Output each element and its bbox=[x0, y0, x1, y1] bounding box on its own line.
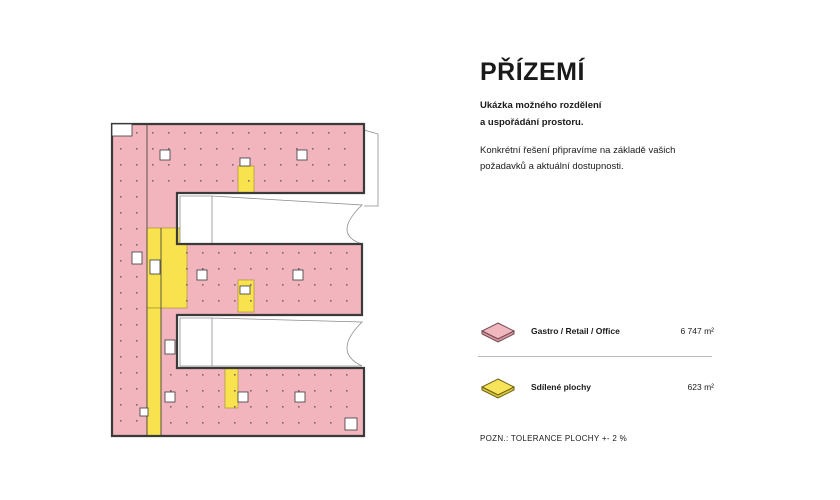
column-dot bbox=[266, 252, 268, 254]
column-dot bbox=[218, 422, 220, 424]
column-dot bbox=[282, 284, 284, 286]
column-dot bbox=[234, 390, 236, 392]
column-dot bbox=[186, 252, 188, 254]
column-dot bbox=[232, 148, 234, 150]
column-dot bbox=[266, 284, 268, 286]
column-dot bbox=[314, 284, 316, 286]
column-dot bbox=[186, 374, 188, 376]
column-dot bbox=[314, 374, 316, 376]
column-dot bbox=[344, 148, 346, 150]
column-dot bbox=[328, 164, 330, 166]
column-dot bbox=[120, 372, 122, 374]
column-dot bbox=[346, 390, 348, 392]
column-dot bbox=[248, 180, 250, 182]
column-dot bbox=[136, 340, 138, 342]
column-dot bbox=[250, 422, 252, 424]
service-room bbox=[165, 392, 175, 402]
column-dot bbox=[328, 148, 330, 150]
void-upper bbox=[180, 196, 362, 244]
column-dot bbox=[266, 268, 268, 270]
column-dot bbox=[120, 324, 122, 326]
column-dot bbox=[136, 212, 138, 214]
column-dot bbox=[184, 180, 186, 182]
column-dot bbox=[218, 406, 220, 408]
column-dot bbox=[282, 252, 284, 254]
column-dot bbox=[136, 372, 138, 374]
service-room bbox=[150, 260, 160, 274]
column-dot bbox=[346, 284, 348, 286]
column-dot bbox=[280, 164, 282, 166]
column-dot bbox=[186, 422, 188, 424]
service-room bbox=[240, 286, 250, 294]
column-dot bbox=[202, 406, 204, 408]
column-dot bbox=[136, 308, 138, 310]
column-dot bbox=[120, 212, 122, 214]
legend-divider bbox=[478, 356, 712, 357]
column-dot bbox=[264, 164, 266, 166]
column-dot bbox=[136, 388, 138, 390]
column-dot bbox=[282, 300, 284, 302]
column-dot bbox=[170, 422, 172, 424]
column-dot bbox=[136, 148, 138, 150]
column-dot bbox=[218, 252, 220, 254]
legend-value-shared: 623 m² bbox=[687, 382, 714, 392]
column-dot bbox=[186, 284, 188, 286]
column-dot bbox=[136, 292, 138, 294]
column-dot bbox=[232, 132, 234, 134]
column-dot bbox=[120, 308, 122, 310]
column-dot bbox=[314, 300, 316, 302]
legend-value-retail: 6 747 m² bbox=[680, 326, 714, 336]
column-dot bbox=[266, 422, 268, 424]
column-dot bbox=[330, 406, 332, 408]
legend-label-retail: Gastro / Retail / Office bbox=[531, 326, 620, 336]
page-description bbox=[480, 143, 710, 175]
column-dot bbox=[296, 164, 298, 166]
column-dot bbox=[298, 374, 300, 376]
service-room bbox=[160, 150, 170, 160]
column-dot bbox=[298, 252, 300, 254]
column-dot bbox=[120, 260, 122, 262]
column-dot bbox=[234, 300, 236, 302]
column-dot bbox=[232, 164, 234, 166]
service-room bbox=[238, 392, 248, 402]
service-room bbox=[345, 418, 357, 430]
column-dot bbox=[120, 228, 122, 230]
column-dot bbox=[120, 148, 122, 150]
column-dot bbox=[234, 406, 236, 408]
column-dot bbox=[282, 268, 284, 270]
column-dot bbox=[264, 132, 266, 134]
description-line-1: Konkrétní řešení připravíme na základě vašich bbox=[480, 145, 676, 156]
shared-core-bottom bbox=[225, 368, 238, 408]
column-dot bbox=[152, 164, 154, 166]
column-dot bbox=[202, 374, 204, 376]
column-dot bbox=[120, 340, 122, 342]
column-dot bbox=[120, 196, 122, 198]
column-dot bbox=[314, 390, 316, 392]
column-dot bbox=[120, 388, 122, 390]
column-dot bbox=[136, 132, 138, 134]
column-dot bbox=[218, 390, 220, 392]
column-dot bbox=[282, 422, 284, 424]
column-dot bbox=[136, 180, 138, 182]
column-dot bbox=[328, 180, 330, 182]
column-dot bbox=[136, 196, 138, 198]
service-room bbox=[132, 252, 142, 264]
column-dot bbox=[346, 300, 348, 302]
column-dot bbox=[202, 268, 204, 270]
description-line-2: požadavků a aktuální dostupnosti. bbox=[480, 161, 624, 172]
column-dot bbox=[250, 390, 252, 392]
column-dot bbox=[234, 374, 236, 376]
service-room bbox=[295, 392, 305, 402]
column-dot bbox=[298, 268, 300, 270]
column-dot bbox=[216, 148, 218, 150]
column-dot bbox=[250, 300, 252, 302]
tolerance-note: POZN.: TOLERANCE PLOCHY +- 2 % bbox=[480, 434, 628, 443]
column-dot bbox=[186, 406, 188, 408]
column-dot bbox=[312, 148, 314, 150]
column-dot bbox=[120, 356, 122, 358]
void-lower bbox=[180, 318, 362, 366]
column-dot bbox=[248, 132, 250, 134]
column-dot bbox=[298, 300, 300, 302]
subtitle-line-1: Ukázka možného rozdělení bbox=[480, 100, 602, 111]
column-dot bbox=[120, 180, 122, 182]
column-dot bbox=[346, 252, 348, 254]
column-dot bbox=[120, 420, 122, 422]
column-dot bbox=[298, 406, 300, 408]
column-dot bbox=[170, 390, 172, 392]
service-room bbox=[140, 408, 148, 416]
column-dot bbox=[296, 180, 298, 182]
shared-swatch-icon bbox=[478, 376, 518, 402]
column-dot bbox=[346, 406, 348, 408]
column-dot bbox=[202, 300, 204, 302]
column-dot bbox=[136, 244, 138, 246]
column-dot bbox=[184, 164, 186, 166]
column-dot bbox=[250, 268, 252, 270]
column-dot bbox=[314, 268, 316, 270]
column-dot bbox=[218, 284, 220, 286]
column-dot bbox=[330, 374, 332, 376]
column-dot bbox=[152, 180, 154, 182]
column-dot bbox=[314, 422, 316, 424]
legend-item-retail bbox=[478, 318, 714, 348]
column-dot bbox=[218, 268, 220, 270]
column-dot bbox=[330, 390, 332, 392]
service-room bbox=[165, 340, 175, 354]
column-dot bbox=[186, 268, 188, 270]
column-dot bbox=[120, 292, 122, 294]
column-dot bbox=[202, 390, 204, 392]
column-dot bbox=[168, 164, 170, 166]
column-dot bbox=[250, 252, 252, 254]
column-dot bbox=[330, 268, 332, 270]
column-dot bbox=[344, 180, 346, 182]
column-dot bbox=[120, 404, 122, 406]
column-dot bbox=[298, 284, 300, 286]
shared-core-top bbox=[238, 166, 254, 193]
column-dot bbox=[264, 180, 266, 182]
column-dot bbox=[202, 252, 204, 254]
column-dot bbox=[168, 132, 170, 134]
column-dot bbox=[186, 300, 188, 302]
column-dot bbox=[120, 276, 122, 278]
column-dot bbox=[136, 404, 138, 406]
shared-corridor-lower bbox=[147, 308, 161, 436]
column-dot bbox=[282, 406, 284, 408]
column-dot bbox=[314, 252, 316, 254]
column-dot bbox=[328, 132, 330, 134]
column-dot bbox=[136, 164, 138, 166]
column-dot bbox=[234, 268, 236, 270]
column-dot bbox=[152, 132, 154, 134]
column-dot bbox=[280, 180, 282, 182]
column-dot bbox=[250, 406, 252, 408]
column-dot bbox=[312, 180, 314, 182]
column-dot bbox=[266, 300, 268, 302]
column-dot bbox=[136, 356, 138, 358]
column-dot bbox=[330, 422, 332, 424]
column-dot bbox=[200, 132, 202, 134]
column-dot bbox=[346, 374, 348, 376]
column-dot bbox=[296, 132, 298, 134]
column-dot bbox=[136, 276, 138, 278]
column-dot bbox=[250, 284, 252, 286]
column-dot bbox=[202, 284, 204, 286]
column-dot bbox=[186, 390, 188, 392]
column-dot bbox=[184, 148, 186, 150]
column-dot bbox=[248, 148, 250, 150]
column-dot bbox=[344, 164, 346, 166]
column-dot bbox=[282, 374, 284, 376]
column-dot bbox=[298, 390, 300, 392]
service-room bbox=[293, 270, 303, 280]
column-dot bbox=[330, 284, 332, 286]
column-dot bbox=[136, 420, 138, 422]
column-dot bbox=[120, 164, 122, 166]
column-dot bbox=[184, 132, 186, 134]
legend-item-shared bbox=[478, 374, 714, 404]
column-dot bbox=[346, 268, 348, 270]
service-room bbox=[112, 124, 132, 136]
column-dot bbox=[152, 148, 154, 150]
column-dot bbox=[280, 148, 282, 150]
column-dot bbox=[216, 180, 218, 182]
void-right-top bbox=[364, 130, 378, 206]
column-dot bbox=[170, 406, 172, 408]
column-dot bbox=[234, 422, 236, 424]
column-dot bbox=[168, 180, 170, 182]
legend-label-shared: Sdílené plochy bbox=[531, 382, 591, 392]
column-dot bbox=[136, 324, 138, 326]
column-dot bbox=[312, 132, 314, 134]
column-dot bbox=[218, 374, 220, 376]
column-dot bbox=[314, 406, 316, 408]
page-subtitle bbox=[480, 97, 700, 131]
column-dot bbox=[168, 148, 170, 150]
column-dot bbox=[216, 164, 218, 166]
service-room bbox=[297, 150, 307, 160]
column-dot bbox=[120, 244, 122, 246]
column-dot bbox=[232, 180, 234, 182]
column-dot bbox=[136, 228, 138, 230]
column-dot bbox=[280, 132, 282, 134]
column-dot bbox=[344, 132, 346, 134]
column-dot bbox=[330, 252, 332, 254]
column-dot bbox=[296, 148, 298, 150]
service-room bbox=[240, 158, 250, 166]
subtitle-line-2: a uspořádání prostoru. bbox=[480, 117, 584, 128]
column-dot bbox=[266, 406, 268, 408]
service-room bbox=[197, 270, 207, 280]
column-dot bbox=[202, 422, 204, 424]
column-dot bbox=[282, 390, 284, 392]
column-dot bbox=[200, 148, 202, 150]
column-dot bbox=[266, 374, 268, 376]
column-dot bbox=[234, 252, 236, 254]
column-dot bbox=[170, 374, 172, 376]
column-dot bbox=[200, 164, 202, 166]
column-dot bbox=[264, 148, 266, 150]
column-dot bbox=[266, 390, 268, 392]
column-dot bbox=[330, 300, 332, 302]
retail-swatch-icon bbox=[478, 320, 518, 346]
column-dot bbox=[216, 132, 218, 134]
column-dot bbox=[298, 422, 300, 424]
column-dot bbox=[218, 300, 220, 302]
column-dot bbox=[234, 284, 236, 286]
page-title: PŘÍZEMÍ bbox=[480, 58, 585, 86]
column-dot bbox=[200, 180, 202, 182]
column-dot bbox=[250, 374, 252, 376]
column-dot bbox=[312, 164, 314, 166]
